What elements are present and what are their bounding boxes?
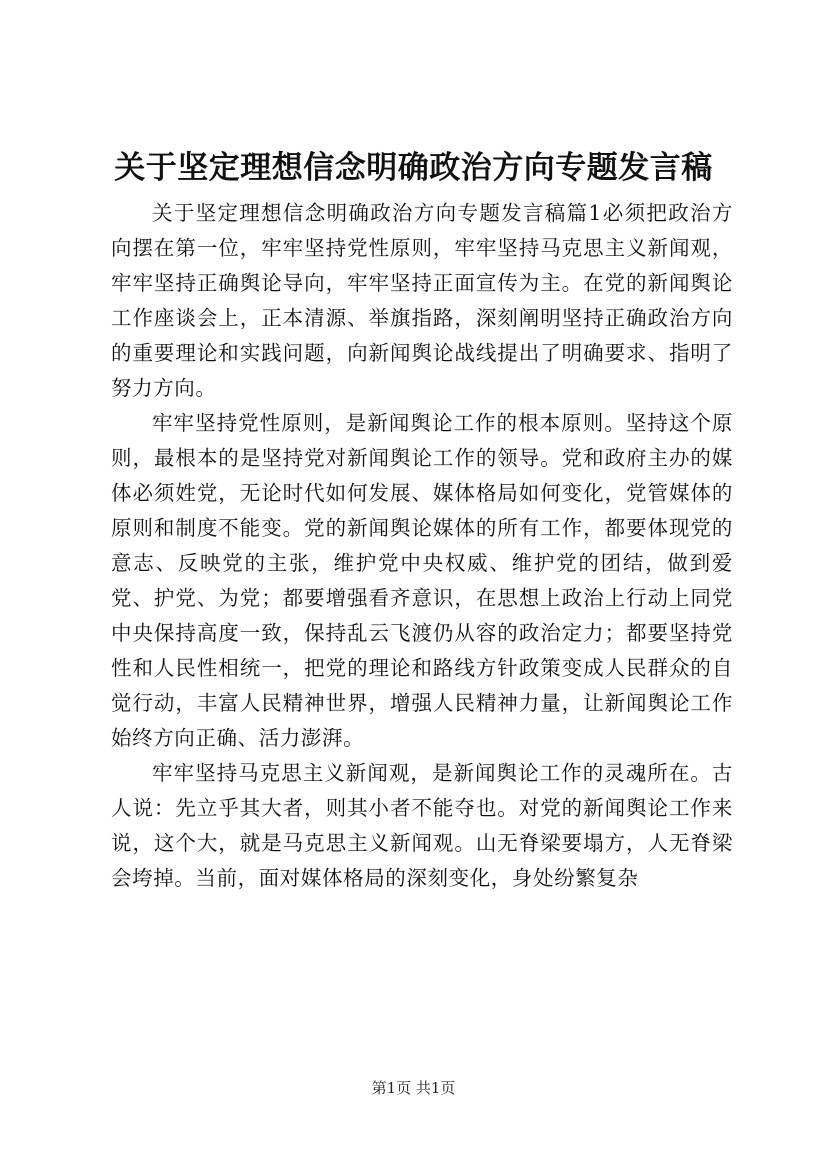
document-title: 关于坚定理想信念明确政治方向专题发言稿	[114, 150, 713, 186]
paragraph-1: 关于坚定理想信念明确政治方向专题发言稿篇1必须把政治方向摆在第一位，牢牢坚持党性原则，牢牢坚持马克思主义新闻观，牢牢坚持正确舆论导向，牢牢坚持正面宣传为主。在党的新闻舆论工作座谈会上，正本清源、举旗指路，深刻阐明坚持正确政治方向的重要理论和实践问题，向新闻舆论战线提出了明确要求、指明了努力方向。	[111, 201, 733, 400]
paragraph-2: 牢牢坚持党性原则，是新闻舆论工作的根本原则。坚持这个原则，最根本的是坚持党对新闻舆论工作的领导。党和政府主办的媒体必须姓党，无论时代如何发展、媒体格局如何变化，党管媒体的原则和制度不能变。党的新闻舆论媒体的所有工作，都要体现党的意志、反映党的主张，维护党中央权威、维护党的团结，做到爱党、护党、为党；都要增强看齐意识，在思想上政治上行动上同党中央保持高度一致，保持乱云飞渡仍从容的政治定力；都要坚持党性和人民性相统一，把党的理论和路线方针政策变成人民群众的自觉行动，丰富人民精神世界，增强人民精神力量，让新闻舆论工作始终方向正确、活力澎湃。	[111, 411, 733, 750]
document-body	[111, 196, 733, 896]
page-indicator: 第1页 共1页	[371, 1079, 456, 1097]
paragraph-3: 牢牢坚持马克思主义新闻观，是新闻舆论工作的灵魂所在。古人说：先立乎其大者，则其小者不能夺也。对党的新闻舆论工作来说，这个大，就是马克思主义新闻观。山无脊梁要塌方，人无脊梁会垮掉。当前，面对媒体格局的深刻变化，身处纷繁复杂	[111, 761, 733, 890]
